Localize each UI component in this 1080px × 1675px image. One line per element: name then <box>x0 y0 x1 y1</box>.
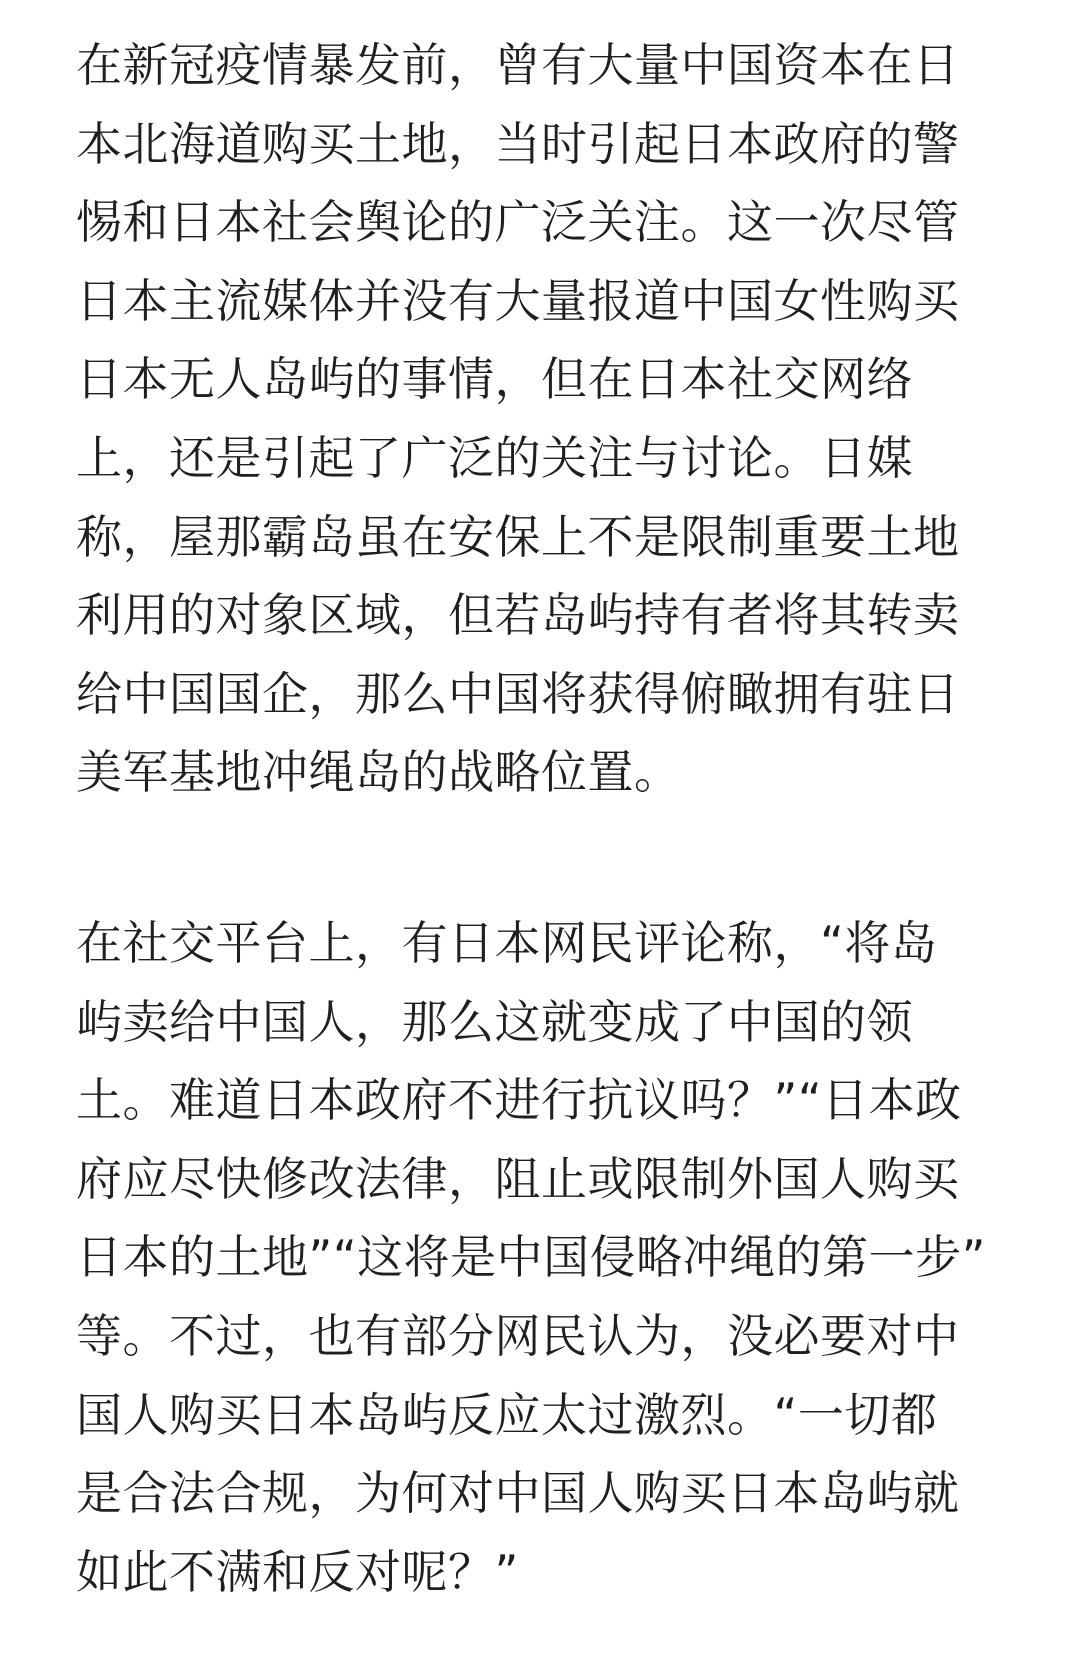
text-line: 日本无人岛屿的事情，但在日本社交网络 <box>76 352 913 407</box>
text-line: 日本主流媒体并没有大量报道中国女性购买 <box>76 273 960 328</box>
text-line: 在新冠疫情暴发前，曾有大量中国资本在日 <box>76 38 960 92</box>
paragraph-spacer <box>76 812 1006 904</box>
text-line: 美军基地冲绳岛的战略位置。 <box>76 745 681 800</box>
paragraph-2 <box>76 904 1006 1611</box>
text-line: 屿卖给中国人，那么这就变成了中国的领 <box>76 994 913 1049</box>
text-line: 给中国国企，那么中国将获得俯瞰拥有驻日 <box>76 666 960 721</box>
text-line: 等。不过，也有部分网民认为，没必要对中 <box>76 1308 960 1363</box>
text-line: 府应尽快修改法律，阻止或限制外国人购买 <box>76 1151 960 1206</box>
paragraph-1 <box>76 26 1006 812</box>
text-line: 是合法合规，为何对中国人购买日本岛屿就 <box>76 1466 960 1521</box>
text-line: 本北海道购买土地，当时引起日本政府的警 <box>76 116 960 171</box>
text-line: 利用的对象区域，但若岛屿持有者将其转卖 <box>76 588 960 643</box>
text-line: 上，还是引起了广泛的关注与讨论。日媒 <box>76 430 913 485</box>
article-body <box>76 26 1006 1611</box>
text-line: 土。难道日本政府不进行抗议吗？”“日本政 <box>76 1073 962 1128</box>
text-line: 惕和日本社会舆论的广泛关注。这一次尽管 <box>76 195 960 250</box>
text-line: 如此不满和反对呢？” <box>76 1544 519 1599</box>
text-line: 日本的土地”“这将是中国侵略冲绳的第一步” <box>76 1230 986 1285</box>
text-line: 称，屋那霸岛虽在安保上不是限制重要土地 <box>76 509 960 564</box>
text-line: 国人购买日本岛屿反应太过激烈。“一切都 <box>76 1387 938 1442</box>
text-line: 在社交平台上，有日本网民评论称，“将岛 <box>76 915 938 970</box>
